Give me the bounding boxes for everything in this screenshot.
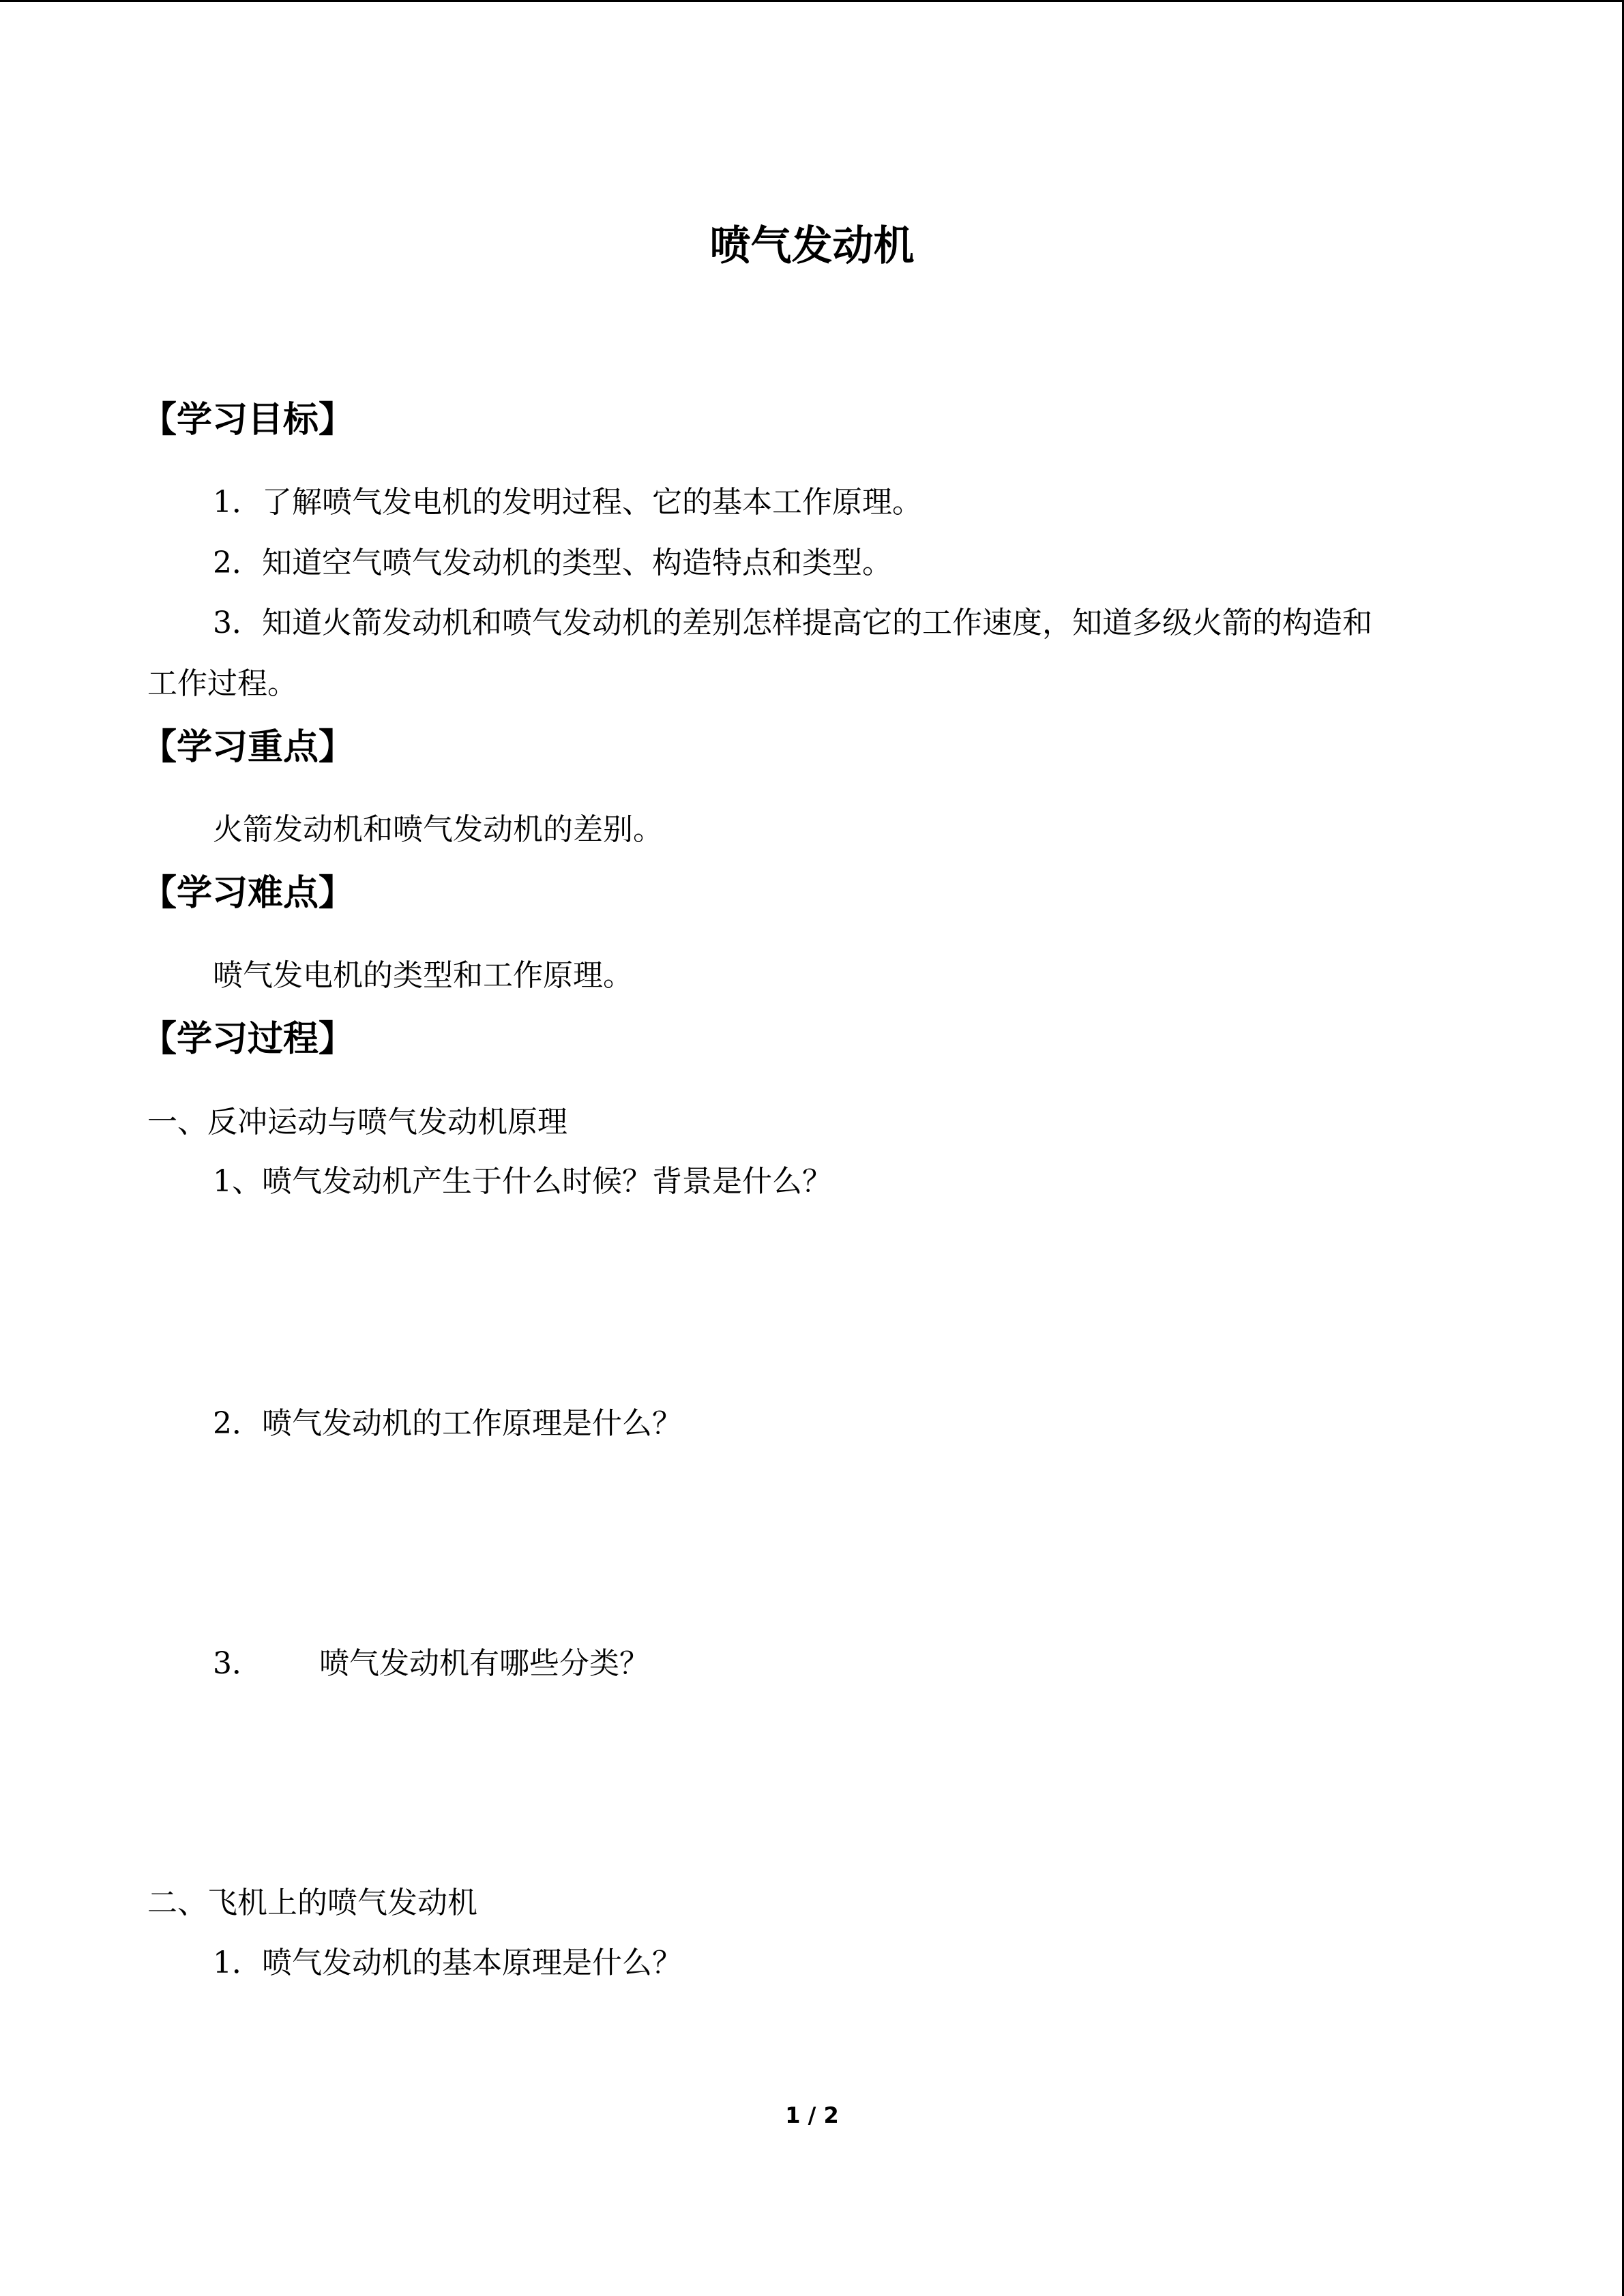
key-points-text: 火箭发动机和喷气发动机的差别。 — [213, 812, 663, 847]
objective-item-2: 2．知道空气喷气发动机的类型、构造特点和类型。 — [213, 546, 892, 580]
key-points-heading: 【学习重点】 — [141, 727, 355, 768]
objective-item-3-continued: 工作过程。 — [147, 666, 297, 701]
difficulties-text: 喷气发电机的类型和工作原理。 — [213, 958, 633, 993]
page-title: 喷气发动机 — [709, 222, 915, 270]
process-heading: 【学习过程】 — [141, 1019, 355, 1060]
part1-title: 一、反冲运动与喷气发动机原理 — [147, 1105, 567, 1139]
part1-question-2: 2．喷气发动机的工作原理是什么？ — [213, 1406, 682, 1441]
question-3-number: 3． — [213, 1646, 262, 1681]
page-number: 1 / 2 — [785, 2102, 839, 2128]
part2-question-1: 1．喷气发动机的基本原理是什么？ — [213, 1945, 682, 1980]
objectives-heading: 【学习目标】 — [141, 400, 355, 441]
objective-item-1: 1．了解喷气发电机的发明过程、它的基本工作原理。 — [213, 485, 922, 520]
part2-title: 二、飞机上的喷气发动机 — [147, 1885, 477, 1920]
part1-question-3 — [213, 1639, 649, 1682]
part1-question-1: 1、喷气发动机产生于什么时候？背景是什么？ — [213, 1164, 832, 1199]
question-3-text: 喷气发动机有哪些分类？ — [319, 1646, 649, 1681]
difficulties-heading: 【学习难点】 — [141, 873, 355, 914]
objective-item-3: 3．知道火箭发动机和喷气发动机的差别怎样提高它的工作速度，知道多级火箭的构造和 — [213, 606, 1372, 640]
